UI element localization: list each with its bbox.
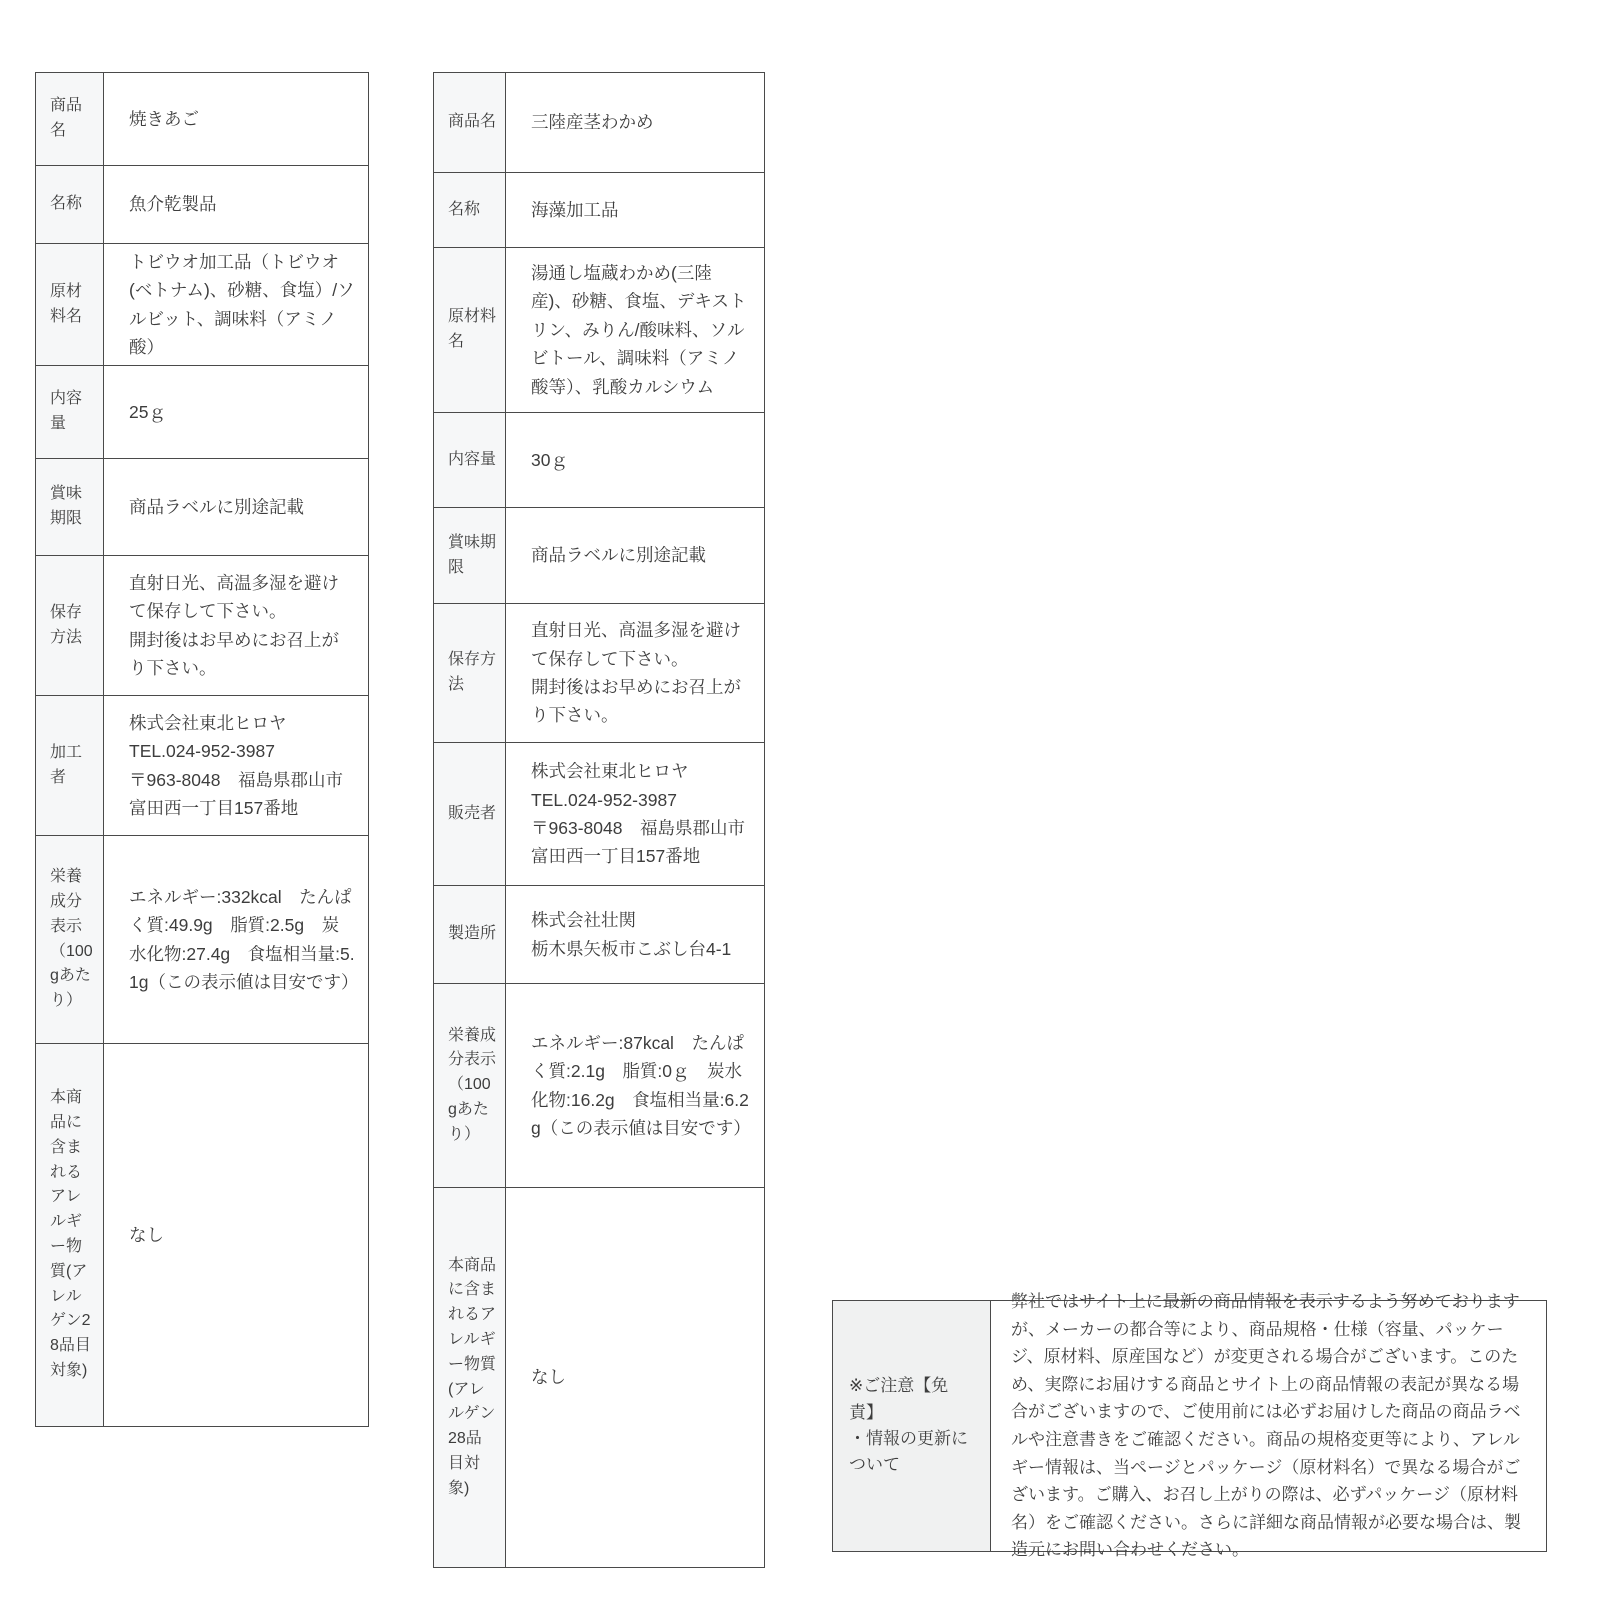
spec-row-category	[434, 173, 764, 248]
spec-label: 賞味期限	[36, 459, 104, 555]
spec-value: 直射日光、高温多湿を避けて保存して下さい。 開封後はお早めにお召上がり下さい。	[104, 556, 368, 695]
spec-value: 商品ラベルに別途記載	[506, 508, 764, 603]
spec-row-net-content	[434, 413, 764, 508]
spec-row-ingredients	[36, 244, 368, 366]
spec-row-seller	[434, 743, 764, 886]
spec-label: 保存方法	[434, 604, 506, 742]
spec-label: 原材料名	[36, 244, 104, 365]
spec-label: 賞味期限	[434, 508, 506, 603]
spec-label: 本商品に含まれるアレルギー物質(アレルゲン28品目対象)	[434, 1188, 506, 1567]
spec-row-best-before	[434, 508, 764, 604]
spec-label: 名称	[36, 166, 104, 243]
spec-value: 30ｇ	[506, 413, 764, 507]
spec-row-product-name	[434, 73, 764, 173]
spec-value: 株式会社東北ヒロヤ TEL.024-952-3987 〒963-8048 福島県郡山市富田西一丁目157番地	[104, 696, 368, 835]
spec-row-product-name	[36, 73, 368, 166]
spec-value: 株式会社東北ヒロヤ TEL.024-952-3987 〒963-8048 福島県郡山市富田西一丁目157番地	[506, 743, 764, 885]
product-table-2	[433, 72, 765, 1568]
spec-row-processor	[36, 696, 368, 836]
spec-label: 本商品に含まれるアレルギー物質(アレルゲン28品目対象)	[36, 1044, 104, 1426]
spec-label: 商品名	[36, 73, 104, 165]
spec-value: 魚介乾製品	[104, 166, 368, 243]
spec-label: 加工者	[36, 696, 104, 835]
disclaimer-text: 弊社ではサイト上に最新の商品情報を表示するよう努めておりますが、メーカーの都合等により、商品規格・仕様（容量、パッケージ、原材料、原産国など）が変更される場合がございます。このため、実際にお届けする商品とサイト上の商品情報の表記が異なる場合がございますので、ご使用前には必ずお届けした商品の商品ラベルや注意書きをご確認ください。商品の規格変更等により、アレルギー情報は、当ページとパッケージ（原材料名）で異なる場合がございます。ご購入、お召し上がりの際は、必ずパッケージ（原材料名）をご確認ください。さらに詳細な商品情報が必要な場合は、製造元にお問い合わせください。	[1011, 1292, 1521, 1560]
spec-label: 栄養成分表示（100gあたり）	[36, 836, 104, 1043]
spec-value: なし	[104, 1044, 368, 1426]
spec-value: 株式会社壮関 栃木県矢板市こぶし台4-1	[506, 886, 764, 983]
spec-label: 名称	[434, 173, 506, 247]
spec-row-storage	[36, 556, 368, 696]
spec-value: 商品ラベルに別途記載	[104, 459, 368, 555]
spec-label: 製造所	[434, 886, 506, 983]
spec-value: エネルギー:332kcal たんぱく質:49.9g 脂質:2.5g 炭水化物:27.4g 食塩相当量:5.1g（この表示値は目安です）	[104, 836, 368, 1043]
spec-row-category	[36, 166, 368, 244]
spec-label: 原材料名	[434, 248, 506, 412]
spec-value: 海藻加工品	[506, 173, 764, 247]
spec-row-nutrition	[36, 836, 368, 1044]
product-table-1	[35, 72, 369, 1427]
spec-value: 直射日光、高温多湿を避けて保存して下さい。 開封後はお早めにお召上がり下さい。	[506, 604, 764, 742]
spec-value: 焼きあご	[104, 73, 368, 165]
spec-label: 栄養成分表示（100gあたり）	[434, 984, 506, 1187]
spec-label: 保存方法	[36, 556, 104, 695]
spec-row-allergens	[36, 1044, 368, 1426]
spec-row-nutrition	[434, 984, 764, 1188]
spec-value: 湯通し塩蔵わかめ(三陸産)、砂糖、食塩、デキストリン、みりん/酸味料、ソルビトール、調味料（アミノ酸等）、乳酸カルシウム	[506, 248, 764, 412]
spec-label: 内容量	[434, 413, 506, 507]
spec-value: トビウオ加工品（トビウオ(ベトナム)、砂糖、食塩）/ソルビット、調味料（アミノ酸）	[104, 244, 368, 365]
spec-value: なし	[506, 1188, 764, 1567]
spec-row-best-before	[36, 459, 368, 556]
spec-row-manufacturer	[434, 886, 764, 984]
spec-row-allergens	[434, 1188, 764, 1567]
disclaimer-label: ※ご注意【免責】 ・情報の更新について	[833, 1301, 991, 1551]
spec-row-storage	[434, 604, 764, 743]
spec-label: 内容量	[36, 366, 104, 458]
disclaimer-box	[832, 1292, 1547, 1560]
spec-value: 25ｇ	[104, 366, 368, 458]
spec-row-net-content	[36, 366, 368, 459]
spec-label: 商品名	[434, 73, 506, 172]
spec-label: 販売者	[434, 743, 506, 885]
spec-row-ingredients	[434, 248, 764, 413]
spec-value: 三陸産茎わかめ	[506, 73, 764, 172]
spec-value: エネルギー:87kcal たんぱく質:2.1g 脂質:0ｇ 炭水化物:16.2g 食塩相当量:6.2g（この表示値は目安です）	[506, 984, 764, 1187]
